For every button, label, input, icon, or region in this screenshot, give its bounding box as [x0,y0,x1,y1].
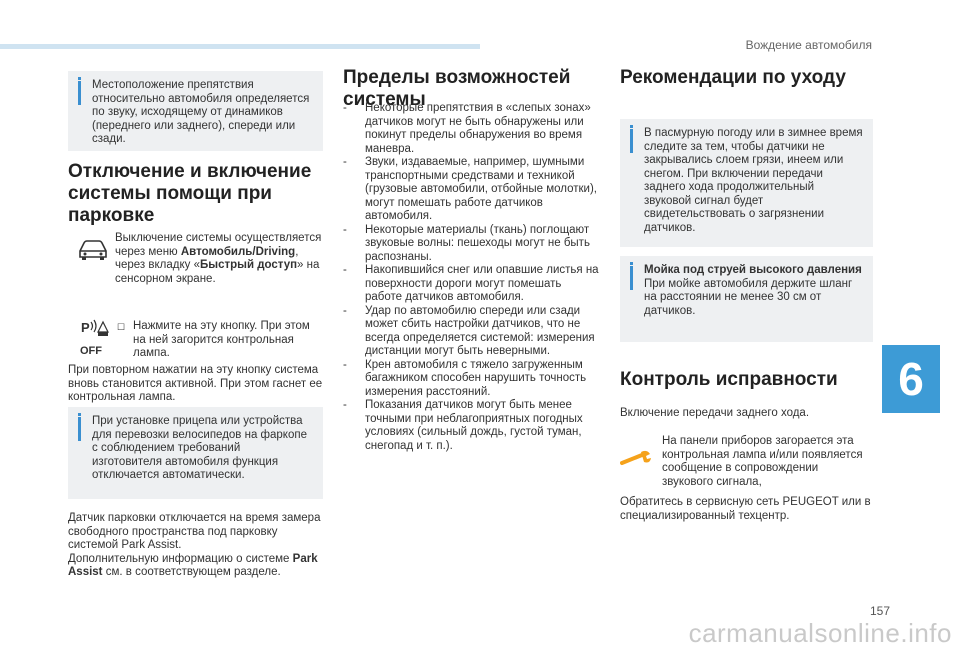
note-winter [620,119,873,247]
note-trailer-text: При установке прицепа или устройства для перевозки велосипедов на фаркопе с соблюдением требований изготовителя автомобиля функция отключается автоматически. [92,415,307,481]
checkbox-glyph: ☐ [117,322,126,332]
repeat-press-text: При повторном нажатии на эту кнопку система вновь становится активной. При этом гаснет ее контрольная лампа. [68,364,323,403]
heading-on-off: Отключение и включение системы помощи при парковке [68,161,312,226]
wrench-warning-icon [620,449,654,467]
button-instruction: Нажмите на эту кнопку. При этом на ней загорится контрольная лампа. [133,320,310,359]
service-text: Обратитесь в сервисную сеть PEUGEOT или в специализированный техцентр. [620,496,871,522]
heading-limits: Пределы возможностей системы [343,67,571,110]
note-location [68,71,323,151]
note-location-text: Местоположение препятствия относительно автомобиля определяется по звуку, исходящему от динамиков (переднего или заднего), спереди или сзади. [92,79,310,145]
list-item: - Удар по автомобилю спереди или сзади может сбить настройки датчиков, что не всегда определяется системой: измерения дистанции могут быть неверными. [343,305,601,359]
check-intro: Включение передачи заднего хода. [620,407,810,419]
list-item: - Накопившийся снег или опавшие листья на поверхности дороги могут помешать работе датчиков автомобиля. [343,264,601,305]
off-label: OFF [80,345,102,357]
check-lamp-text: На панели приборов загорается эта контрольная лампа и/или появляется сообщение в сопровождении звукового сигнала, [662,435,863,488]
note-pressure-wash-text: При мойке автомобиля держите шланг на расстоянии не менее 30 см от датчиков. [644,277,853,317]
list-item: - Звуки, издаваемые, например, шумными транспортными средствами и техникой (грузовые автомобили, отбойные молотки), могут помешать работе датчиков автомобиля. [343,156,601,224]
park-assist-text: Датчик парковки отключается на время замера свободного пространства под парковку системой Park Assist. Дополнительную информацию о системе Park Assist см. в соответствующем разделе. [68,512,321,578]
page-number: 157 [869,604,890,618]
limits-list [343,102,601,453]
park-sensor-off-icon [77,318,111,358]
note-pressure-wash [620,256,873,342]
list-item: - Некоторые материалы (ткань) поглощают звуковые волны: пешеходы могут не быть распознаны. [343,224,601,265]
note-trailer [68,407,323,499]
list-item: - Показания датчиков могут быть менее точными при неблагоприятных погодных условиях (сильный дождь, густой туман, снегопад и т. п.). [343,399,601,453]
note-pressure-wash-title: Мойка под струей высокого давления [644,264,862,276]
chapter-tab: 6 [882,345,940,413]
section-title: Вождение автомобиля [745,38,872,52]
list-item: - Некоторые препятствия в «слепых зонах» датчиков могут не быть обнаружены или покинут пределы обнаружения во время маневра. [343,102,601,156]
note-winter-text: В пасмурную погоду или в зимнее время следите за тем, чтобы датчики не закрывались слоем грязи, инеем или снегом. При включении передачи заднего хода продолжительный звуковой сигнал будет свидетельствовать о загрязнении датчиков. [644,127,863,234]
list-item: - Крен автомобиля с тяжело загруженным багажником способен нарушить точность измерения расстояний. [343,359,601,400]
heading-care: Рекомендации по уходу [620,67,846,88]
car-icon [76,237,110,261]
menu-instruction: Выключение системы осуществляется через меню Автомобиль/Driving, через вкладку «Быстрый доступ» на сенсорном экране. [115,232,322,285]
watermark: carmanualsonline.info [688,618,952,648]
top-accent-bar [0,44,480,49]
svg-text:P: P [81,320,90,335]
heading-check: Контроль исправности [620,369,838,390]
